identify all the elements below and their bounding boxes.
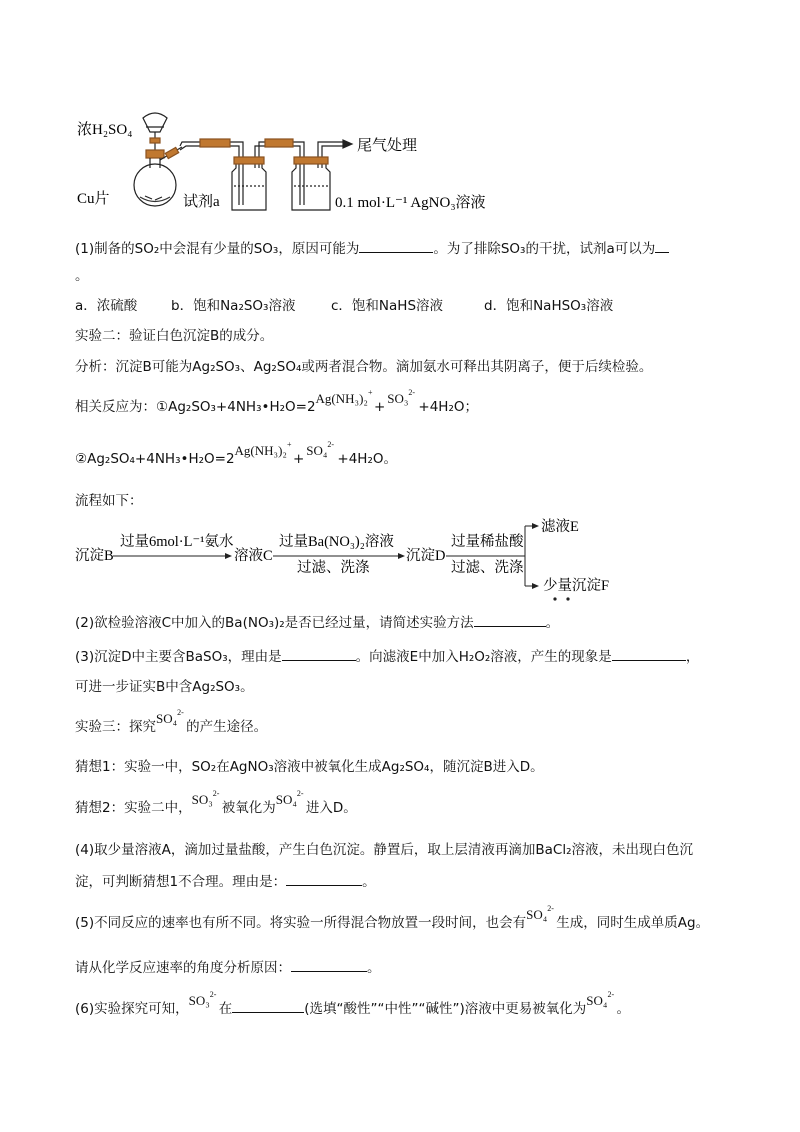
apparatus-diagram xyxy=(0,0,800,225)
q1-line2: 。 xyxy=(75,268,89,284)
guess-2 xyxy=(75,789,357,818)
q4-blank[interactable] xyxy=(286,871,362,886)
option-a: a．浓硫酸 xyxy=(75,298,138,314)
q3-end: ， xyxy=(685,649,700,665)
reaction2-ion1: Ag(NH₃)₂ + xyxy=(234,440,292,458)
q5-text-line2: 请从化学反应速率的角度分析原因： xyxy=(75,960,291,976)
exp3-title-ion: SO₄ 2- xyxy=(156,708,184,726)
exp2-title: 实验二：验证白色沉淀B的成分。 xyxy=(75,328,274,344)
reaction1-ion1: Ag(NH₃)₂ + xyxy=(315,388,373,406)
q2-text-a: (2)欲检验溶液C中加入的Ba(NO₃)₂是否已经过量，请简述实验方法 xyxy=(75,615,474,631)
acid-label: 浓H₂SO₄ xyxy=(77,122,133,138)
wash-bottle-a xyxy=(232,157,266,210)
guess2-ion2: SO₄ 2- xyxy=(275,789,304,807)
agno3-bottle xyxy=(292,157,330,210)
cu-label: Cu片 xyxy=(77,191,110,207)
flow-out2: 少量沉淀F xyxy=(543,578,610,594)
q5-text-b: 生成，同时生成单质Ag。 xyxy=(556,915,710,931)
emphasis-dot xyxy=(553,597,556,600)
guess-1: 猜想1：实验一中，SO₂在AgNO₃溶液中被氧化生成Ag₂SO₄，随沉淀B进入D。 xyxy=(75,759,544,775)
q6-ion2: SO₄ 2- xyxy=(586,990,615,1008)
q6-end: 。 xyxy=(616,1001,630,1017)
emphasis-dot xyxy=(566,597,569,600)
exp3-title-a: 实验三：探究 xyxy=(75,719,156,735)
flow-chart xyxy=(0,518,800,608)
reaction2-suffix: +4H₂O。 xyxy=(337,451,397,467)
round-bottom-flask xyxy=(134,147,182,206)
q2-blank[interactable] xyxy=(474,612,546,627)
q3-text-a: (3)沉淀D中主要含BaSO₃，理由是 xyxy=(75,649,282,665)
flow-mid2: 沉淀D xyxy=(406,548,446,564)
exp3-title xyxy=(75,708,268,737)
flow-step2-op: 过滤、洗涤 xyxy=(297,560,370,576)
option-c: c．饱和NaHS溶液 xyxy=(331,298,444,314)
flow-start: 沉淀B xyxy=(75,548,114,564)
q2-end: 。 xyxy=(545,615,560,631)
reaction2-plus: + xyxy=(292,451,305,467)
q3-line2: 可进一步证实B中含Ag₂SO₃。 xyxy=(75,679,254,695)
flow-step3-op: 过滤、洗涤 xyxy=(451,560,524,576)
flow-mid1: 溶液C xyxy=(234,548,273,564)
exp2-analysis: 分析：沉淀B可能为Ag₂SO₃、Ag₂SO₄或两者混合物。滴加氨水可释出其阴离子，便于后续检验。 xyxy=(75,359,653,375)
guess2-c: 进入D。 xyxy=(305,800,357,816)
q2-line xyxy=(75,612,559,633)
guess2-ion1: SO₃ 2- xyxy=(191,789,220,807)
q6-text-c: (选填“酸性”“中性”“碱性”)溶液中更易被氧化为 xyxy=(304,1001,587,1017)
flow-title: 流程如下： xyxy=(75,493,143,509)
reagent-a-label: 试剂a xyxy=(183,194,220,210)
exp3-title-b: 的产生途径。 xyxy=(186,719,268,735)
flow-step1-reagent: 过量6mol·L⁻¹氨水 xyxy=(120,534,234,550)
q4-end: 。 xyxy=(362,874,376,890)
flow-step2-reagent: 过量Ba(NO₃)₂溶液 xyxy=(279,534,394,550)
q1-text-a: (1)制备的SO₂中会混有少量的SO₃，原因可能为 xyxy=(75,241,360,257)
q6-blank[interactable] xyxy=(232,998,304,1013)
agno3-label: 0.1 mol·L⁻¹ AgNO₃溶液 xyxy=(335,195,486,211)
q6-text-b: 在 xyxy=(218,1001,233,1017)
option-d: d．饱和NaHSO₃溶液 xyxy=(484,298,614,314)
q5-ion: SO₄ 2- xyxy=(526,904,554,922)
dropping-funnel xyxy=(143,113,167,152)
q1-options xyxy=(75,296,613,316)
q5-line1 xyxy=(75,904,710,933)
q6-line xyxy=(75,990,630,1019)
q6-text-a: (6)实验探究可知， xyxy=(75,1001,189,1017)
q5-blank[interactable] xyxy=(291,957,367,972)
option-b: b．饱和Na₂SO₃溶液 xyxy=(171,298,296,314)
q4-text: 淀，可判断猜想1不合理。理由是： xyxy=(75,874,287,890)
reaction-2 xyxy=(75,440,397,469)
guess2-b: 被氧化为 xyxy=(221,800,276,816)
q5-line2 xyxy=(75,957,381,978)
reaction2-prefix: ②Ag₂SO₄+4NH₃•H₂O=2 xyxy=(75,451,235,467)
q4-line1: (4)取少量溶液A，滴加过量盐酸，产生白色沉淀。静置后，取上层清液再滴加BaCl₂溶液，未出现白色沉 xyxy=(75,842,693,858)
q3-blank-2[interactable] xyxy=(612,646,686,661)
q1-text-b: 。为了排除SO₃的干扰，试剂a可以为 xyxy=(433,241,656,257)
q1-blank-1[interactable] xyxy=(359,238,433,253)
q1-blank-2[interactable] xyxy=(655,238,669,253)
reaction1-plus: + xyxy=(373,399,386,415)
flow-out1: 滤液E xyxy=(541,519,579,535)
q1-line1 xyxy=(75,238,669,259)
reaction-1 xyxy=(75,388,478,417)
guess2-a: 猜想2：实验二中， xyxy=(75,800,192,816)
reaction1-prefix: 相关反应为：①Ag₂SO₃+4NH₃•H₂O=2 xyxy=(75,399,316,415)
q3-blank-1[interactable] xyxy=(282,646,356,661)
reaction1-ion2: SO₃ 2- xyxy=(387,388,416,406)
q3-text-b: 。向滤液E中加入H₂O₂溶液，产生的现象是 xyxy=(355,649,612,665)
reaction2-ion2: SO₄ 2- xyxy=(306,440,335,458)
tail-gas-label: 尾气处理 xyxy=(357,138,418,154)
flow-step3-reagent: 过量稀盐酸 xyxy=(451,534,524,550)
q6-ion1: SO₃ 2- xyxy=(188,990,217,1008)
reaction1-suffix: +4H₂O； xyxy=(418,399,478,415)
q5-end: 。 xyxy=(367,960,381,976)
q5-text-a: (5)不同反应的速率也有所不同。将实验一所得混合物放置一段时间，也会有 xyxy=(75,915,527,931)
q3-line1 xyxy=(75,646,699,667)
q4-line2 xyxy=(75,871,376,892)
